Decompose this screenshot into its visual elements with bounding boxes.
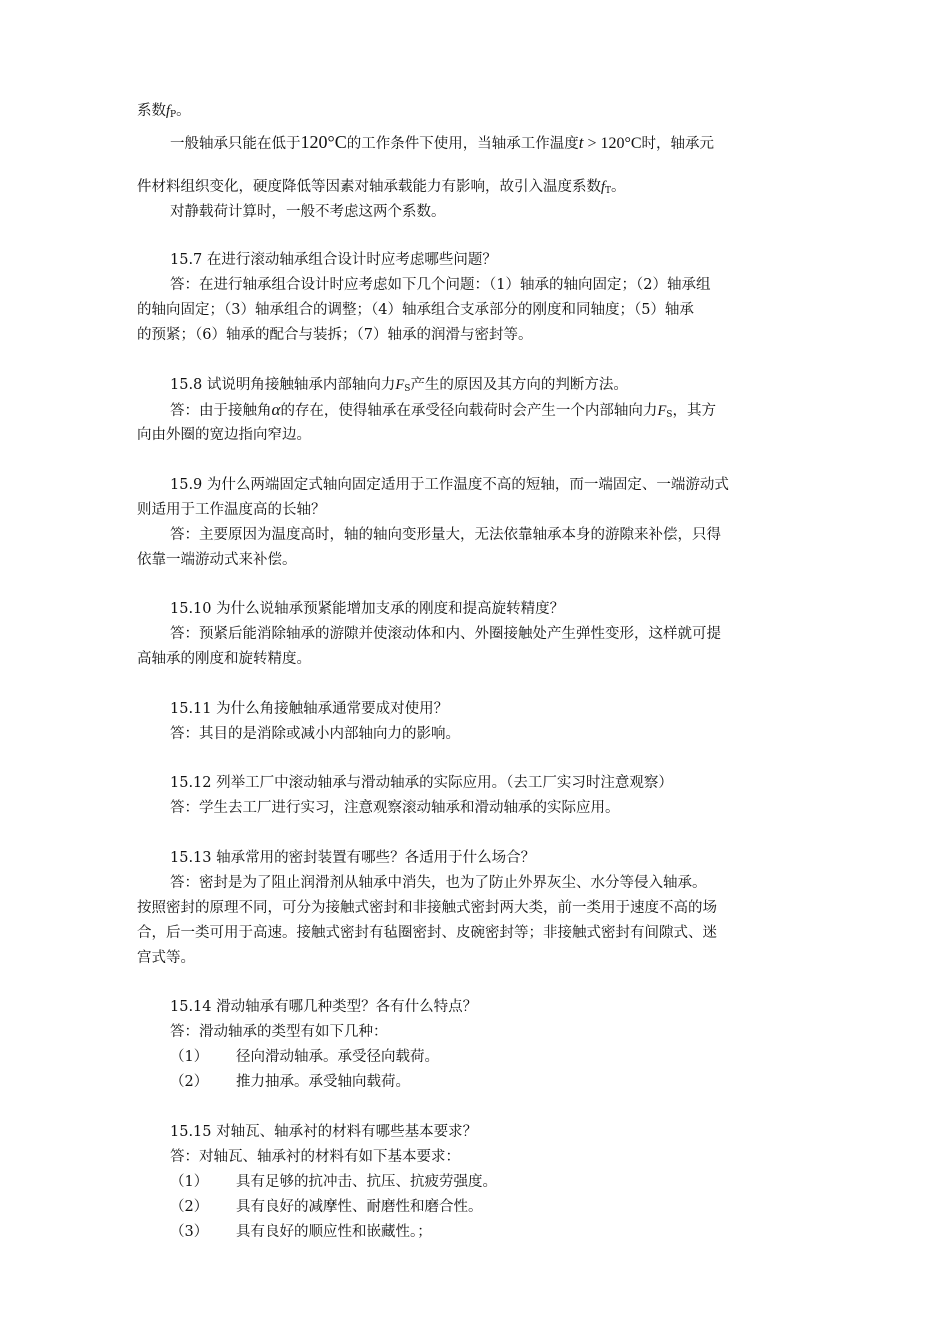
answer-15-15: 答：对轴瓦、轴承衬的材料有如下基本要求：: [170, 1149, 460, 1165]
answer-15-10-line-2: 高轴承的刚度和旋转精度。: [137, 651, 311, 667]
answer-15-12: 答：学生去工厂进行实习，注意观察滚动轴承和滑动轴承的实际应用。: [170, 800, 620, 816]
question-15-15: 15.15 对轴瓦、轴承衬的材料有哪些基本要求？: [170, 1124, 478, 1140]
answer-15-7-line-1: 答：在进行轴承组合设计时应考虑如下几个问题：（1）轴承的轴向固定；（2）轴承组: [170, 277, 711, 293]
list-number: （2）: [170, 1199, 209, 1215]
list-number: （3）: [170, 1224, 209, 1240]
var-f: f: [166, 103, 171, 119]
answer-15-13-line-2: 按照密封的原理不同，可分为接触式密封和非接触式密封两大类，前一类用于速度不高的场: [137, 900, 717, 916]
answer-15-11: 答：其目的是消除或减小内部轴向力的影响。: [170, 726, 460, 742]
list-text: 具有足够的抗冲击、抗压、抗疲劳强度。: [236, 1174, 497, 1190]
temperature-condition: > 120°C: [583, 135, 642, 152]
list-number: （1）: [170, 1174, 209, 1190]
intro-line-3: [137, 176, 626, 198]
answer-15-13-line-1: 答：密封是为了阻止润滑剂从轴承中消失，也为了防止外界灰尘、水分等侵入轴承。: [170, 875, 707, 891]
list-text: 具有良好的减摩性、耐磨性和磨合性。: [236, 1199, 483, 1215]
question-15-12: 15.12 列举工厂中滚动轴承与滑动轴承的实际应用。（去工厂实习时注意观察）: [170, 775, 673, 791]
answer-15-14: 答：滑动轴承的类型有如下几种：: [170, 1024, 388, 1040]
question-15-9-line-2: 则适用于工作温度高的长轴？: [137, 502, 326, 518]
list-text: 推力抽承。承受轴向载荷。: [236, 1074, 410, 1090]
list-number: （2）: [170, 1074, 209, 1090]
text: ，其方: [672, 403, 716, 419]
list-text: 径向滑动轴承。承受径向载荷。: [236, 1049, 439, 1065]
text: 一般轴承只能在低于: [170, 136, 301, 152]
intro-line-4: 对静载荷计算时，一般不考虑这两个系数。: [170, 204, 446, 220]
answer-15-7-line-3: 的预紧；（6）轴承的配合与装拆；（7）轴承的润滑与密封等。: [137, 327, 533, 343]
list-item: [137, 1071, 410, 1093]
question-15-9-line-1: 15.9 为什么两端固定式轴向固定适用于工作温度不高的短轴，而一端固定、一端游动式: [170, 477, 729, 493]
list-number: （1）: [170, 1049, 209, 1065]
subscript: S: [666, 410, 673, 420]
var-t: t: [578, 133, 584, 152]
temperature-value: 120°C: [300, 132, 347, 152]
text: 件材料组织变化，硬度降低等因素对轴承载能力有影响，故引入温度系数: [137, 179, 601, 195]
question-15-14: 15.14 滑动轴承有哪几种类型？各有什么特点？: [170, 999, 478, 1015]
list-text: 具有良好的顺应性和嵌藏性。；: [236, 1224, 432, 1240]
question-15-10: 15.10 为什么说轴承预紧能增加支承的刚度和提高旋转精度？: [170, 601, 565, 617]
answer-15-8-line-2: 向由外圈的宽边指向窄边。: [137, 427, 311, 443]
var-F: F: [657, 403, 667, 419]
var-f: f: [601, 179, 606, 195]
text: 时，轴承元: [641, 136, 715, 152]
answer-15-9-line-1: 答：主要原因为温度高时，轴的轴向变形量大，无法依靠轴承本身的游隙来补偿，只得: [170, 527, 721, 543]
subscript: S: [404, 384, 411, 394]
text: 15.8 试说明角接触轴承内部轴向力: [170, 377, 396, 393]
answer-15-13-line-4: 宫式等。: [137, 950, 195, 966]
intro-line-2: [137, 131, 714, 157]
answer-15-7-line-2: 的轴向固定；（3）轴承组合的调整；（4）轴承组合支承部分的刚度和同轴度；（5）轴承: [137, 302, 694, 318]
subscript: P: [170, 110, 177, 120]
var-alpha: α: [271, 400, 281, 419]
question-15-7: 15.7 在进行滚动轴承组合设计时应考虑哪些问题？: [170, 252, 497, 268]
list-item: [137, 1171, 497, 1193]
answer-15-13-line-3: 合，后一类可用于高速。接触式密封有毡圈密封、皮碗密封等；非接触式密封有间隙式、迷: [137, 925, 717, 941]
var-F: F: [395, 377, 405, 393]
answer-15-10-line-1: 答：预紧后能消除轴承的游隙并使滚动体和内、外圈接触处产生弹性变形，这样就可提: [170, 626, 721, 642]
text: 系数: [137, 103, 166, 119]
list-item: [137, 1221, 432, 1243]
list-item: [137, 1046, 439, 1068]
text: 的存在，使得轴承在承受径向载荷时会产生一个内部轴向力: [280, 403, 658, 419]
text: 。: [176, 103, 191, 119]
subscript: T: [605, 186, 612, 196]
text: 答：由于接触角: [170, 403, 272, 419]
text: 产生的原因及其方向的判断方法。: [410, 377, 628, 393]
answer-15-9-line-2: 依靠一端游动式来补偿。: [137, 552, 297, 568]
question-15-13: 15.13 轴承常用的密封装置有哪些？各适用于什么场合？: [170, 850, 536, 866]
question-15-11: 15.11 为什么角接触轴承通常要成对使用？: [170, 701, 449, 717]
text: 。: [611, 179, 626, 195]
answer-15-8-line-1: [137, 399, 716, 421]
text: 的工作条件下使用，当轴承工作温度: [346, 136, 579, 152]
question-15-8: [137, 374, 628, 396]
intro-line-1: [137, 100, 191, 122]
list-item: [137, 1196, 483, 1218]
